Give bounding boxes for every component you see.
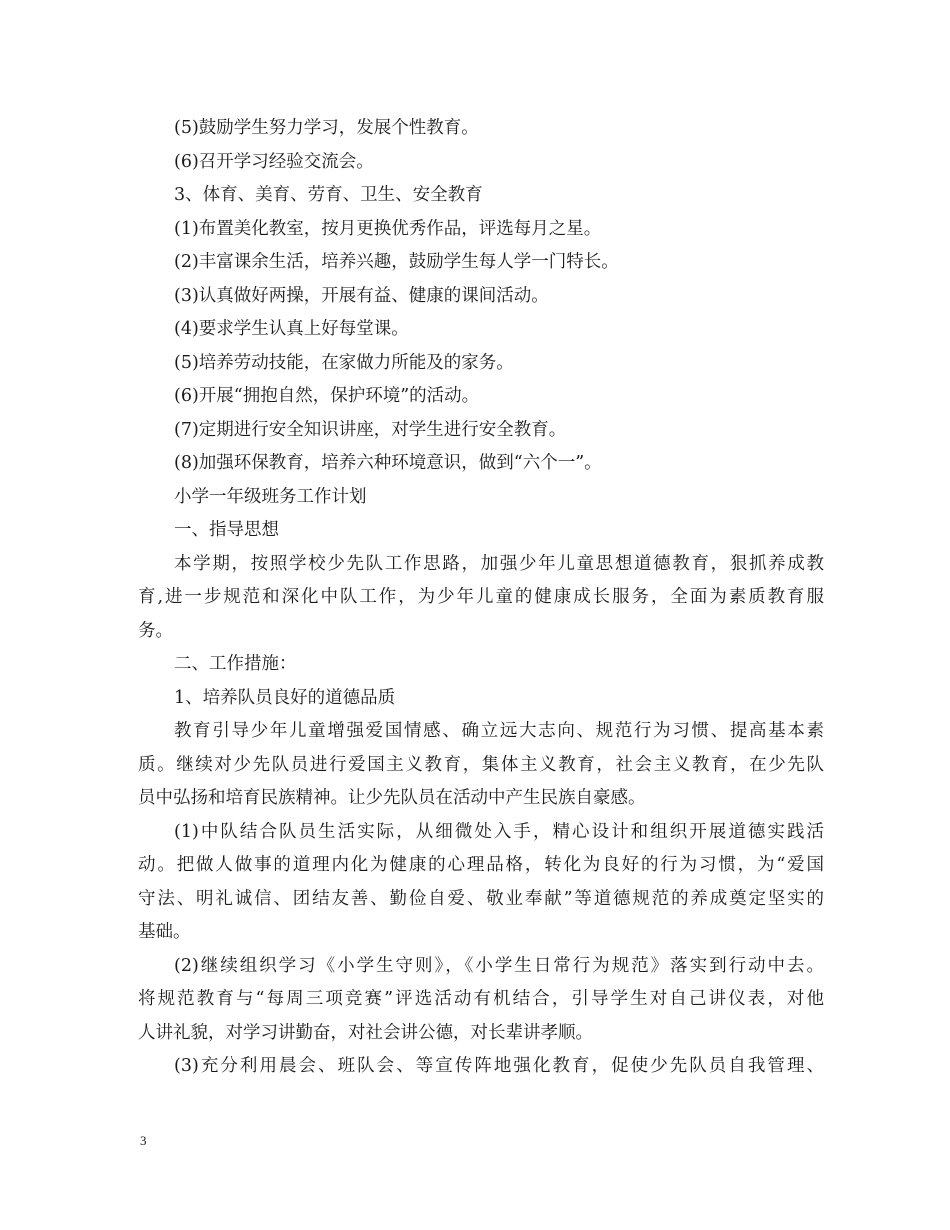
text-line: (5)鼓励学生努力学习，发展个性教育。 [174,118,479,138]
paragraph-line: 育,进一步规范和深化中队工作，为少年儿童的健康成长服务，全面为素质教育服 [138,587,824,607]
paragraph-line: 将规范教育与“每周三项竞赛”评选活动有机结合，引导学生对自己讲仪表，对他 [138,989,824,1009]
text-line: (8)加强环保教育，培养六种环境意识，做到“六个一”。 [174,453,602,473]
paragraph-item-1 [138,816,824,950]
paragraph-line: 教育引导少年儿童增强爱国情感、确立远大志向、规范行为习惯、提高基本素 [174,721,824,741]
section-heading: 3、体育、美育、劳育、卫生、安全教育 [174,185,483,205]
text-line: (6)召开学习经验交流会。 [174,151,374,172]
text-line: (7)定期进行安全知识讲座，对学生进行安全教育。 [174,419,567,440]
document-title: 小学一年级班务工作计划 [174,486,367,507]
text-line: (5)培养劳动技能，在家做力所能及的家务。 [174,352,514,373]
paragraph-line: 人讲礼貌，对学习讲勤奋，对社会讲公德，对长辈讲孝顺。 [138,1022,593,1043]
text-line: (4)要求学生认真上好每堂课。 [174,319,409,339]
paragraph-line: 动。把做人做事的道理内化为健康的心理品格，转化为良好的行为习惯，为“爱国 [138,855,824,875]
document-body [138,112,824,1084]
paragraph-item-2 [138,950,824,1051]
paragraph-line: 基础。 [138,922,191,942]
paragraph-line: 本学期，按照学校少先队工作思路，加强少年儿童思想道德教育，狠抓养成教 [174,553,824,574]
paragraph-line: 务。 [138,620,173,641]
text-line: (6)开展“拥抱自然，保护环境”的活动。 [174,386,480,406]
section-heading: 二、工作措施： [174,654,297,674]
paragraph-line: 守法、明礼诚信、团结友善、勤俭自爱、敬业奉献”等道德规范的养成奠定坚实的 [138,888,824,909]
paragraph-line: 员中弘扬和培育民族精神。让少先队员在活动中产生民族自豪感。 [138,788,646,808]
text-line: (2)丰富课余生活，培养兴趣，鼓励学生每人学一门特长。 [174,252,619,272]
text-line: (1)布置美化教室，按月更换优秀作品，评选每月之星。 [174,218,602,239]
text-line: (3)认真做好两操，开展有益、健康的课间活动。 [174,285,549,306]
paragraph-moral-education [138,715,824,816]
section-heading: 一、指导思想 [174,520,279,540]
page-number: 3 [140,1133,147,1148]
paragraph-line: (1)中队结合队员生活实际，从细微处入手，精心设计和组织开展道德实践活 [174,821,824,842]
paragraph-item-3 [138,1050,824,1084]
paragraph-line: (3)充分利用晨会、班队会、等宣传阵地强化教育，促使少先队员自我管理、 [174,1056,824,1076]
paragraph-line: 质。继续对少先队员进行爱国主义教育，集体主义教育，社会主义教育，在少先队 [138,754,824,775]
paragraph-guiding-thought [138,548,824,649]
paragraph-line: (2)继续组织学习《小学生守则》，《小学生日常行为规范》落实到行动中去。 [174,955,824,976]
subsection-heading: 1、培养队员良好的道德品质 [174,687,396,708]
